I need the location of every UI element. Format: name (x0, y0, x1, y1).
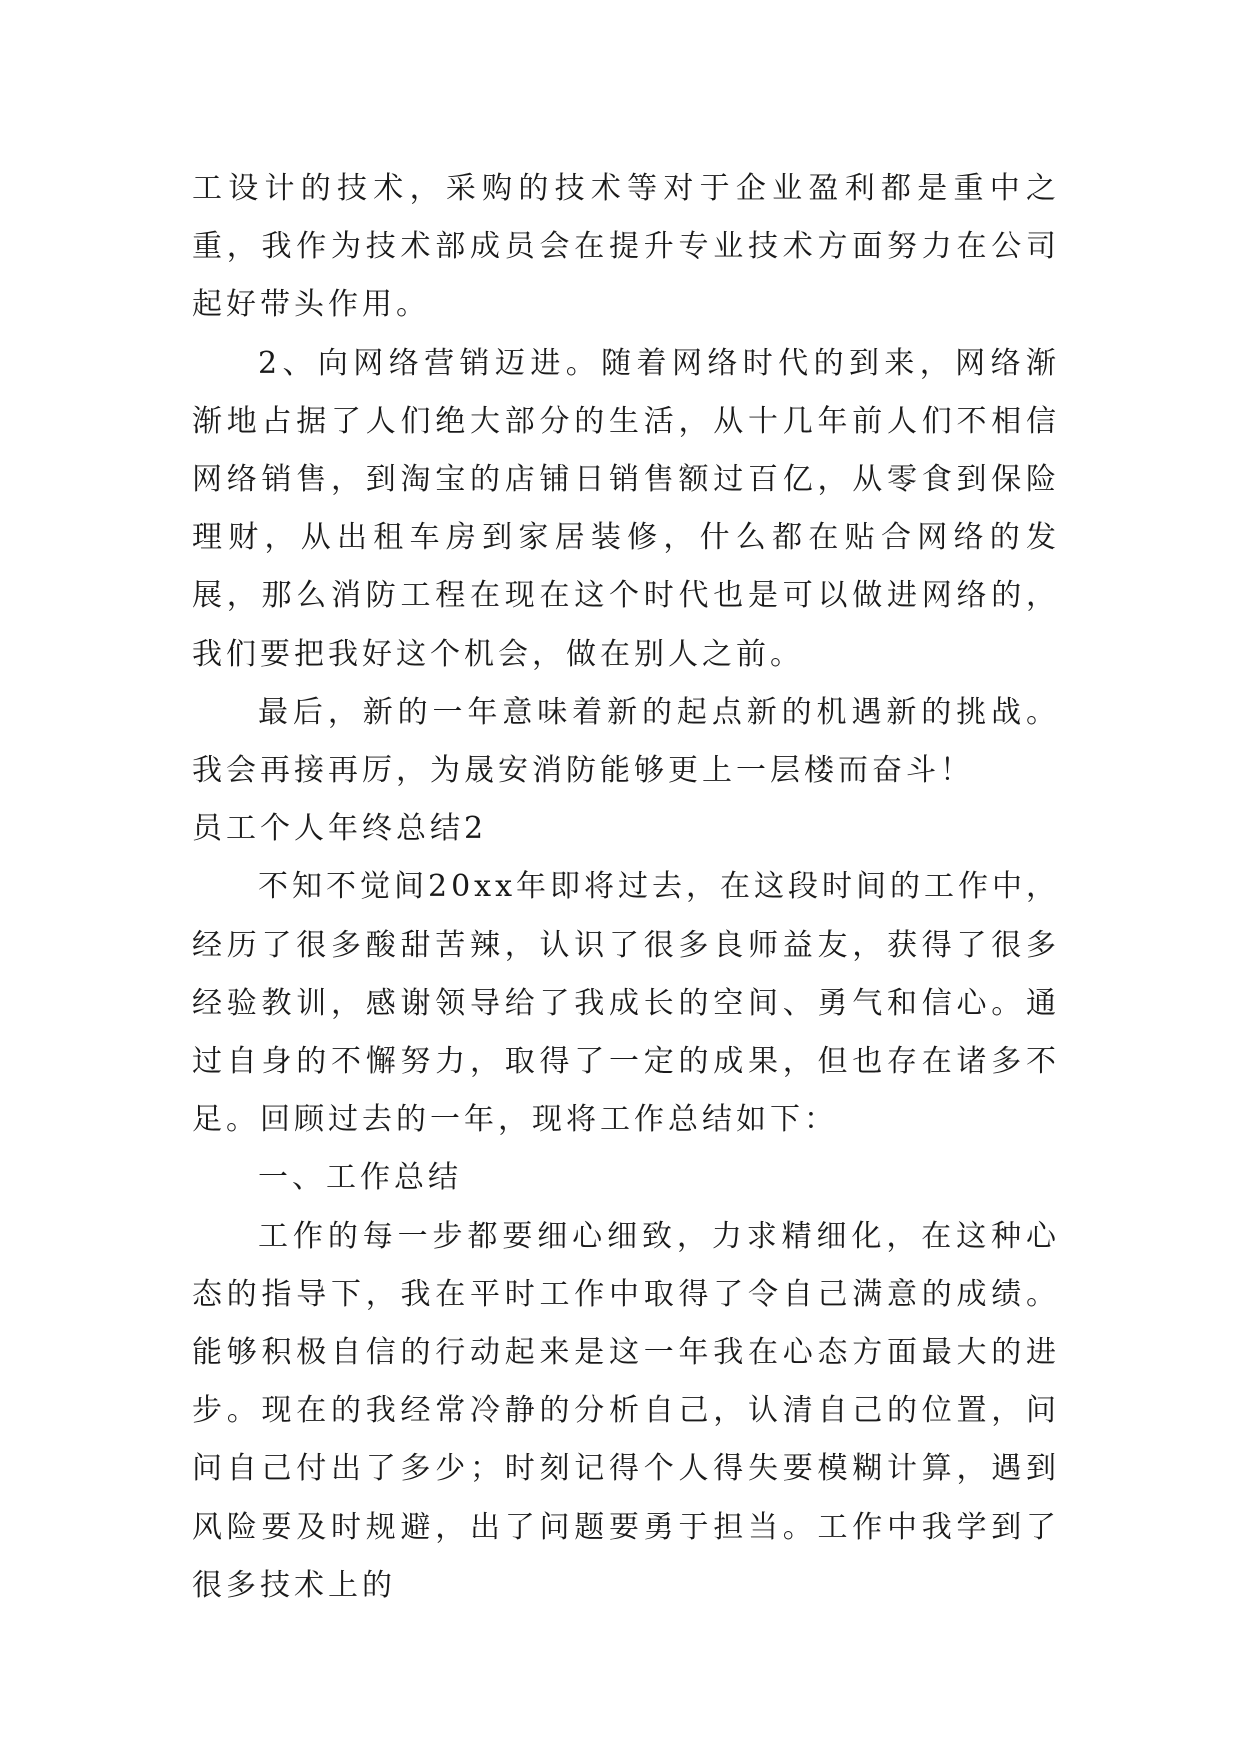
paragraph-network-marketing: 2、向网络营销迈进。随着网络时代的到来，网络渐渐地占据了人们绝大部分的生活，从十几年前人们不相信网络销售，到淘宝的店铺日销售额过百亿，从零食到保险理财，从出租车房到家居装修，什么都在贴合网络的发展，那么消防工程在现在这个时代也是可以做进网络的，我们要把我好这个机会，做在别人之前。 (192, 345, 1060, 672)
paragraph-continuation: 工设计的技术，采购的技术等对于企业盈利都是重中之重，我作为技术部成员会在提升专业技术方面努力在公司起好带头作用。 (192, 171, 1060, 323)
subheading-work-summary: 一、工作总结 (258, 1160, 462, 1196)
document-body (192, 160, 1060, 1615)
paragraph-work-detail: 工作的每一步都要细心细致，力求精细化，在这种心态的指导下，我在平时工作中取得了令自己满意的成绩。能够积极自信的行动起来是这一年我在心态方面最大的进步。现在的我经常冷静的分析自己，认清自己的位置，问问自己付出了多少；时刻记得个人得失要模糊计算，遇到风险要及时规避，出了问题要勇于担当。工作中我学到了很多技术上的 (192, 1218, 1060, 1603)
paragraph-intro: 不知不觉间20xx年即将过去，在这段时间的工作中，经历了很多酸甜苦辣，认识了很多良师益友，获得了很多经验教训，感谢领导给了我成长的空间、勇气和信心。通过自身的不懈努力，取得了一定的成果，但也存在诸多不足。回顾过去的一年，现将工作总结如下： (192, 869, 1061, 1138)
section-title: 员工个人年终总结2 (192, 811, 488, 847)
paragraph-closing: 最后，新的一年意味着新的起点新的机遇新的挑战。我会再接再厉，为晟安消防能够更上一层楼而奋斗！ (192, 694, 1060, 789)
